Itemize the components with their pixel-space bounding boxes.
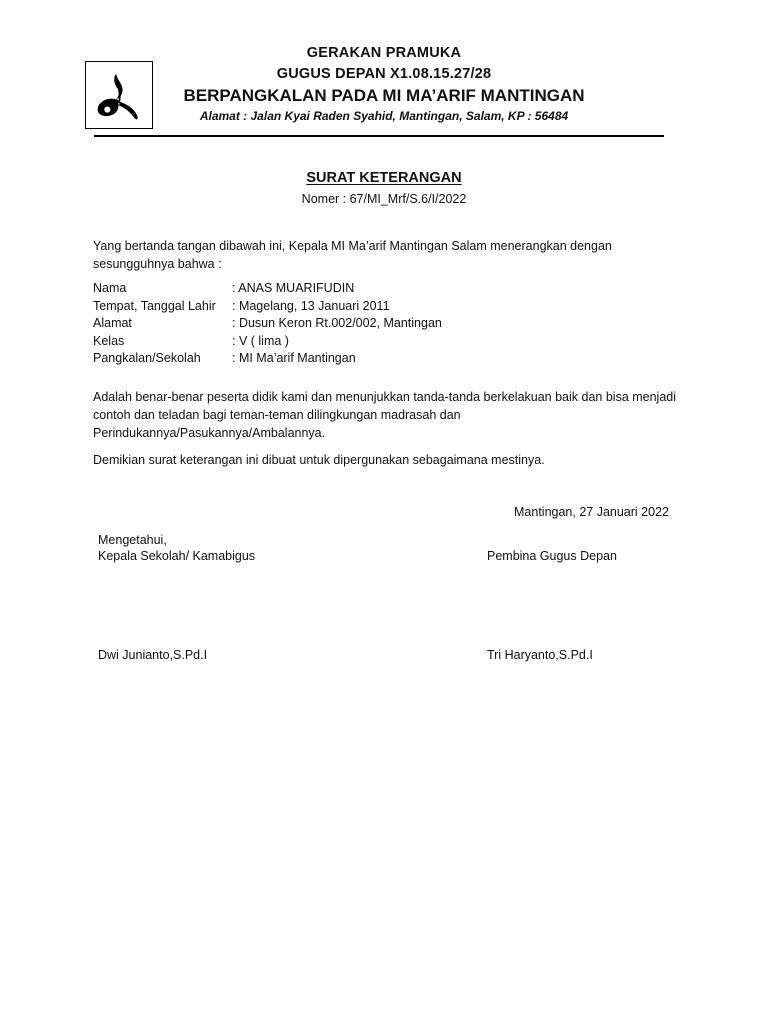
field-value: : Magelang, 13 Januari 2011	[232, 298, 390, 313]
statement-paragraph: Adalah benar-benar peserta didik kami dan menunjukkan tanda-tanda berkelakuan baik dan bisa menjadi contoh dan teladan bagi teman-teman dilingkungan madrasah dan Perindukannya/Pasukannya/Ambalannya.	[93, 390, 677, 440]
field-value: : MI Ma’arif Mantingan	[232, 351, 356, 366]
field-label: Nama	[93, 281, 127, 295]
org-name: GERAKAN PRAMUKA	[306, 45, 462, 61]
acknowledge-label: Mengetahui,	[98, 533, 167, 547]
field-label: Pangkalan/Sekolah	[93, 351, 201, 366]
address-line: Alamat : Jalan Kyai Raden Syahid, Mantingan, Salam, KP : 56484	[199, 109, 569, 123]
place-date: Mantingan, 27 Januari 2022	[514, 505, 669, 519]
school-base: BERPANGKALAN PADA MI MA’ARIF MANTINGAN	[183, 86, 585, 105]
field-label: Alamat	[93, 316, 132, 331]
right-signer-role: Pembina Gugus Depan	[487, 549, 617, 563]
left-signer-role: Kepala Sekolah/ Kamabigus	[98, 549, 256, 563]
gugus-depan-number: GUGUS DEPAN X1.08.15.27/28	[276, 66, 492, 82]
left-signer-name: Dwi Junianto,S.Pd.I	[98, 648, 208, 662]
pramuka-logo	[85, 61, 153, 129]
closing-paragraph: Demikian surat keterangan ini dibuat untuk dipergunakan sebagaimana mestinya.	[93, 453, 545, 467]
field-label: Kelas	[93, 333, 125, 348]
header-divider	[94, 135, 664, 137]
field-label: Tempat, Tanggal Lahir	[93, 298, 216, 313]
letter-title: SURAT KETERANGAN	[306, 170, 462, 186]
field-value: : V ( lima )	[232, 333, 289, 348]
pramuka-tunas-kelapa-icon	[86, 62, 152, 128]
field-value: : Dusun Keron Rt.002/002, Mantingan	[232, 316, 442, 331]
intro-paragraph: Yang bertanda tangan dibawah ini, Kepala MI Ma’arif Mantingan Salam menerangkan dengan sesungguhnya bahwa :	[93, 239, 612, 271]
right-signer-name: Tri Haryanto,S.Pd.I	[487, 648, 593, 662]
letter-number: Nomer : 67/MI_Mrf/S.6/I/2022	[301, 192, 467, 206]
field-value: : ANAS MUARIFUDIN	[232, 281, 355, 295]
